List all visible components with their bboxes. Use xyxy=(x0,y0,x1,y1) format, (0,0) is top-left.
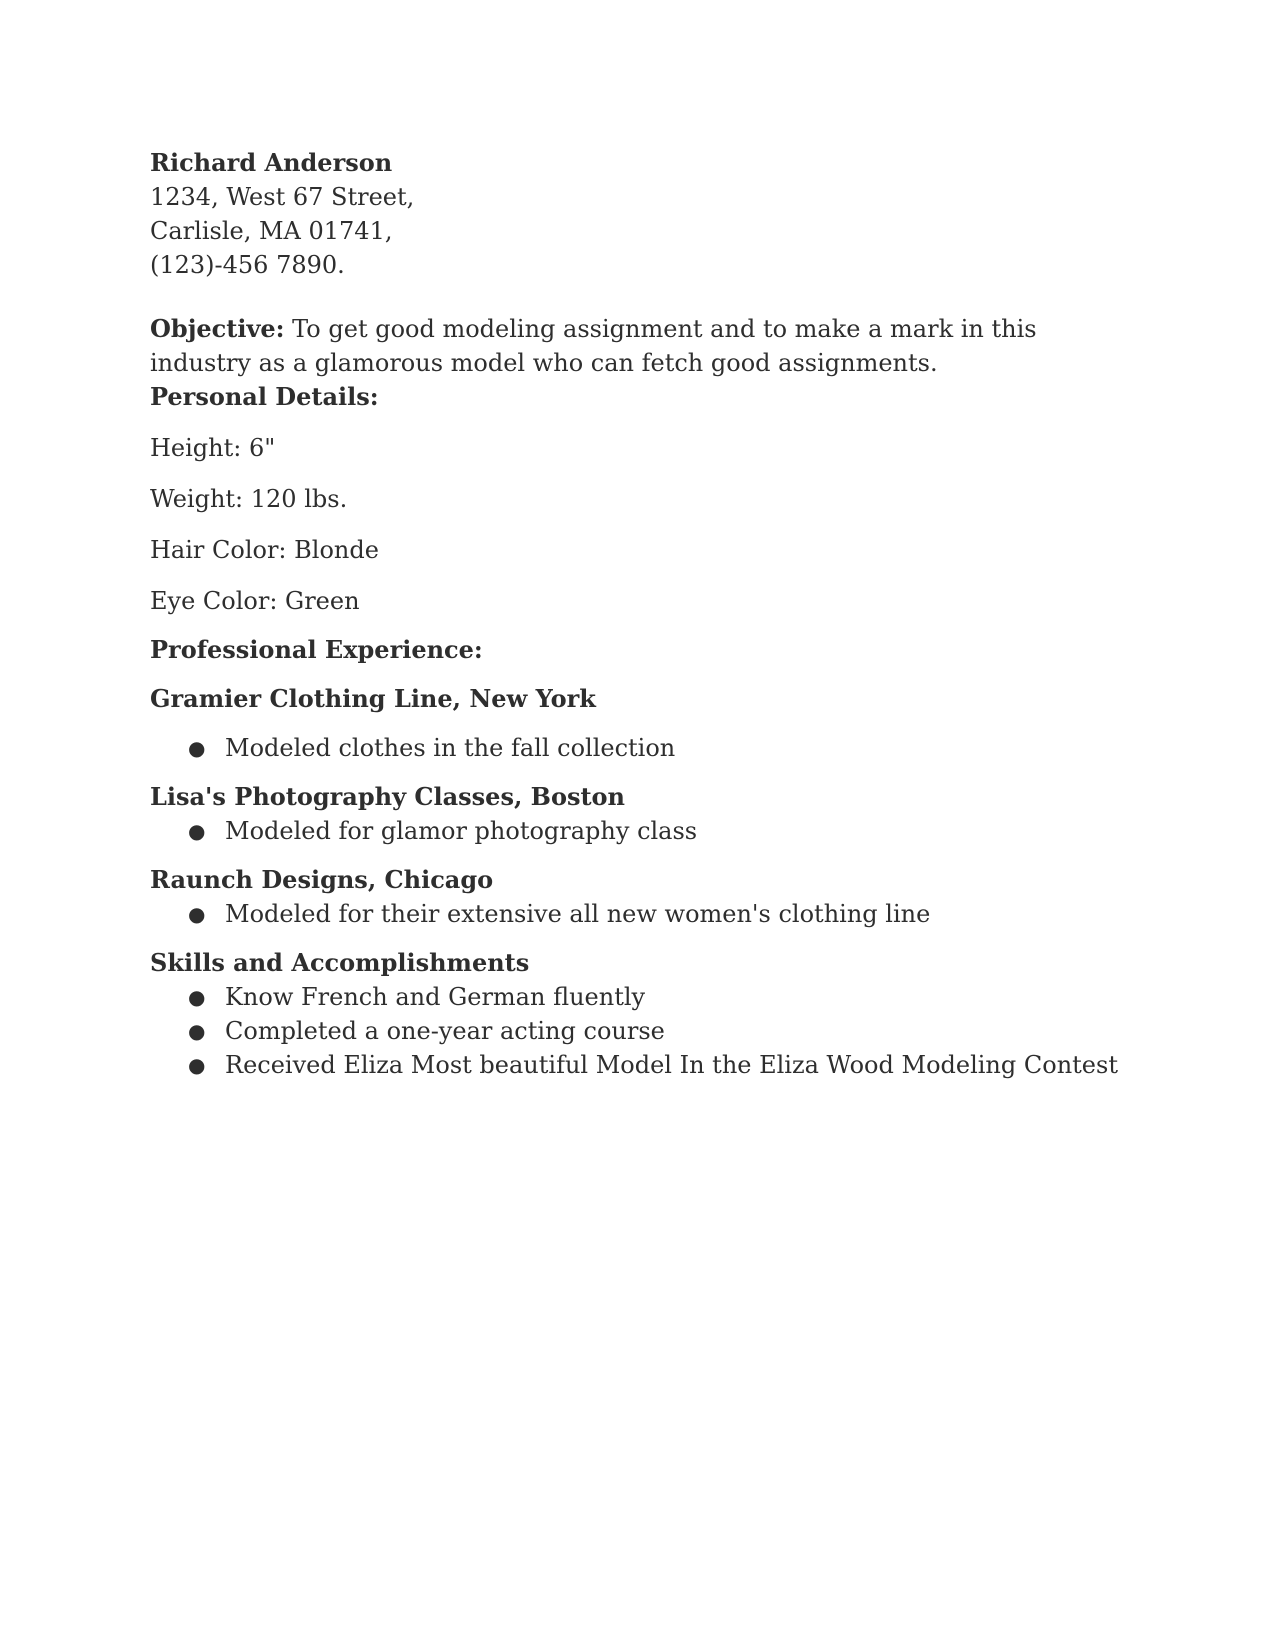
job-bullets-lisas xyxy=(150,814,1130,848)
detail-height: Height: 6" xyxy=(150,434,276,462)
address-line-2: Carlisle, MA 01741, xyxy=(150,217,393,245)
job-bullets-gramier xyxy=(150,731,1130,765)
list-item xyxy=(150,1014,1130,1048)
detail-hair-color: Hair Color: Blonde xyxy=(150,536,379,564)
list-item-text: Received Eliza Most beautiful Model In the Eliza Wood Modeling Contest xyxy=(225,1051,1118,1079)
list-item-text: Modeled for glamor photography class xyxy=(225,817,698,845)
contact-name: Richard Anderson xyxy=(150,148,393,177)
job-title-gramier: Gramier Clothing Line, New York xyxy=(150,684,596,713)
bullet-icon: ● xyxy=(188,985,206,1009)
bullet-icon: ● xyxy=(188,902,206,926)
skills-list xyxy=(150,980,1130,1082)
detail-weight: Weight: 120 lbs. xyxy=(150,485,348,513)
list-item-text: Modeled for their extensive all new women's clothing line xyxy=(225,900,931,928)
contact-block xyxy=(150,146,1130,282)
list-item xyxy=(150,897,1130,931)
bullet-icon: ● xyxy=(188,1019,206,1043)
address-line-1: 1234, West 67 Street, xyxy=(150,183,415,211)
skills-heading: Skills and Accomplishments xyxy=(150,948,530,977)
resume-page xyxy=(150,146,1130,1082)
list-item xyxy=(150,731,1130,765)
list-item xyxy=(150,814,1130,848)
objective-paragraph xyxy=(150,312,1130,380)
phone-number: (123)-456 7890. xyxy=(150,251,345,279)
job-title-raunch: Raunch Designs, Chicago xyxy=(150,865,494,894)
list-item-text: Modeled clothes in the fall collection xyxy=(225,734,676,762)
detail-eye-color: Eye Color: Green xyxy=(150,587,360,615)
list-item xyxy=(150,1048,1130,1082)
personal-details-heading: Personal Details: xyxy=(150,382,379,411)
objective-text: To get good modeling assignment and to make a mark in this industry as a glamorous model who can fetch good assignments. xyxy=(150,315,1037,377)
experience-heading: Professional Experience: xyxy=(150,635,483,664)
bullet-icon: ● xyxy=(188,819,206,843)
bullet-icon: ● xyxy=(188,1053,206,1077)
objective-label: Objective: xyxy=(150,314,285,343)
bullet-icon: ● xyxy=(188,736,206,760)
job-title-lisas: Lisa's Photography Classes, Boston xyxy=(150,782,626,811)
list-item-text: Know French and German fluently xyxy=(225,983,646,1011)
job-bullets-raunch xyxy=(150,897,1130,931)
list-item-text: Completed a one-year acting course xyxy=(225,1017,665,1045)
list-item xyxy=(150,980,1130,1014)
